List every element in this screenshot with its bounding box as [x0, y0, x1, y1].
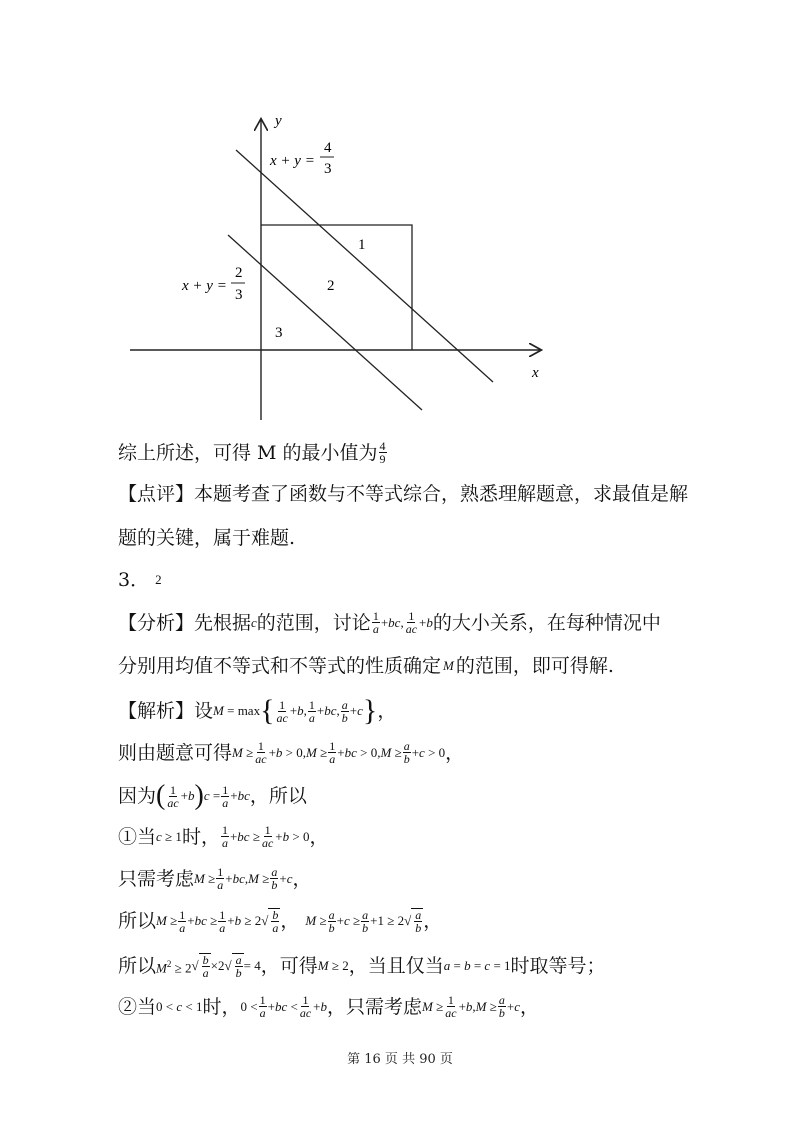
x-axis-label: x	[532, 365, 539, 381]
page-footer: 第 16 页 共 90 页	[347, 1052, 453, 1067]
region-1-label: 1	[358, 237, 366, 253]
question-number: 3． 2	[118, 569, 162, 591]
solution-line: 【解析】设 M = max { $\frac{1}{ac}$ +b, $\frac{1}{a}$ +bc, $\frac{a}{b}$ +c } ，	[118, 694, 397, 727]
region-3-label: 3	[275, 325, 283, 341]
unit-square	[261, 225, 412, 350]
because-line: 因为 ( $\frac{1}{ac}$ +b ) c = $\frac{1}{a}$ +bc ，所以	[118, 780, 307, 811]
summary-line: 综上所述，可得 M 的最小值为 $\frac{4}{9}$	[118, 439, 386, 466]
line2-num: 2	[235, 265, 243, 281]
line-two-thirds	[228, 235, 422, 410]
region-diagram	[120, 105, 560, 425]
line2-prefix: x + y =	[182, 278, 227, 294]
line1-den: 3	[324, 161, 332, 177]
case2-line: ②当 0 < c < 1 时， 0 < $\frac{1}{a}$ +bc < $\frac{1}{ac}$ +b ，只需考虑 M ≥ $\frac{1}{ac}$ +b,M ≥ $\frac{a}{b}$ +c ，	[118, 993, 540, 1020]
so-line-2: 所以 $M^2 \ge 2$ √ $\frac{b}{a}$ ×2 √ $\frac{a}{b}$ = 4 ，可得 M ≥ 2 ，当且仅当 a = b = c = 1 时取等号；	[118, 953, 606, 981]
only-consider-line: 只需考虑 M ≥ $\frac{1}{a}$ +bc,M ≥ $\frac{a}{b}$ +c ，	[118, 865, 312, 892]
min-value-fraction: $\frac{4}{9}$	[379, 439, 386, 466]
line1-prefix: x + y =	[270, 153, 315, 169]
comment-line-2: 题的关键，属于难题.	[118, 527, 296, 549]
region-2-label: 2	[327, 278, 335, 294]
analysis-line-2: 分别用均值不等式和不等式的性质确定 M 的范围，即可得解.	[118, 655, 614, 677]
y-axis-label: y	[275, 113, 282, 129]
so-line-1: 所以 M ≥ $\frac{1}{a}$ +bc ≥ $\frac{1}{a}$ +b ≥ 2 √ $\frac{b}{a}$ ， M ≥ $\frac{a}{b}$ +c ≥ $\frac{a}{b}$ +1 ≥ 2 √ $\frac{a}{b}$ ，	[118, 907, 443, 935]
line-four-thirds	[236, 150, 493, 382]
line2-den: 3	[235, 287, 243, 303]
then-line: 则由题意可得 M ≥ $\frac{1}{ac}$ +b > 0,M ≥ $\frac{1}{a}$ +bc > 0,M ≥ $\frac{a}{b}$ +c > 0 ，	[118, 739, 465, 766]
comment-line-1: 【点评】本题考查了函数与不等式综合，熟悉理解题意，求最值是解	[118, 483, 689, 505]
line1-num: 4	[324, 140, 332, 156]
case1-line: ①当 c ≥ 1 时， $\frac{1}{a}$ +bc ≥ $\frac{1}{ac}$ +b > 0 ，	[118, 823, 329, 850]
analysis-line-1: 【分析】先根据 c 的范围，讨论 $\frac{1}{a}$ +bc, $\frac{1}{ac}$ +b 的大小关系，在每种情况中	[118, 609, 661, 636]
